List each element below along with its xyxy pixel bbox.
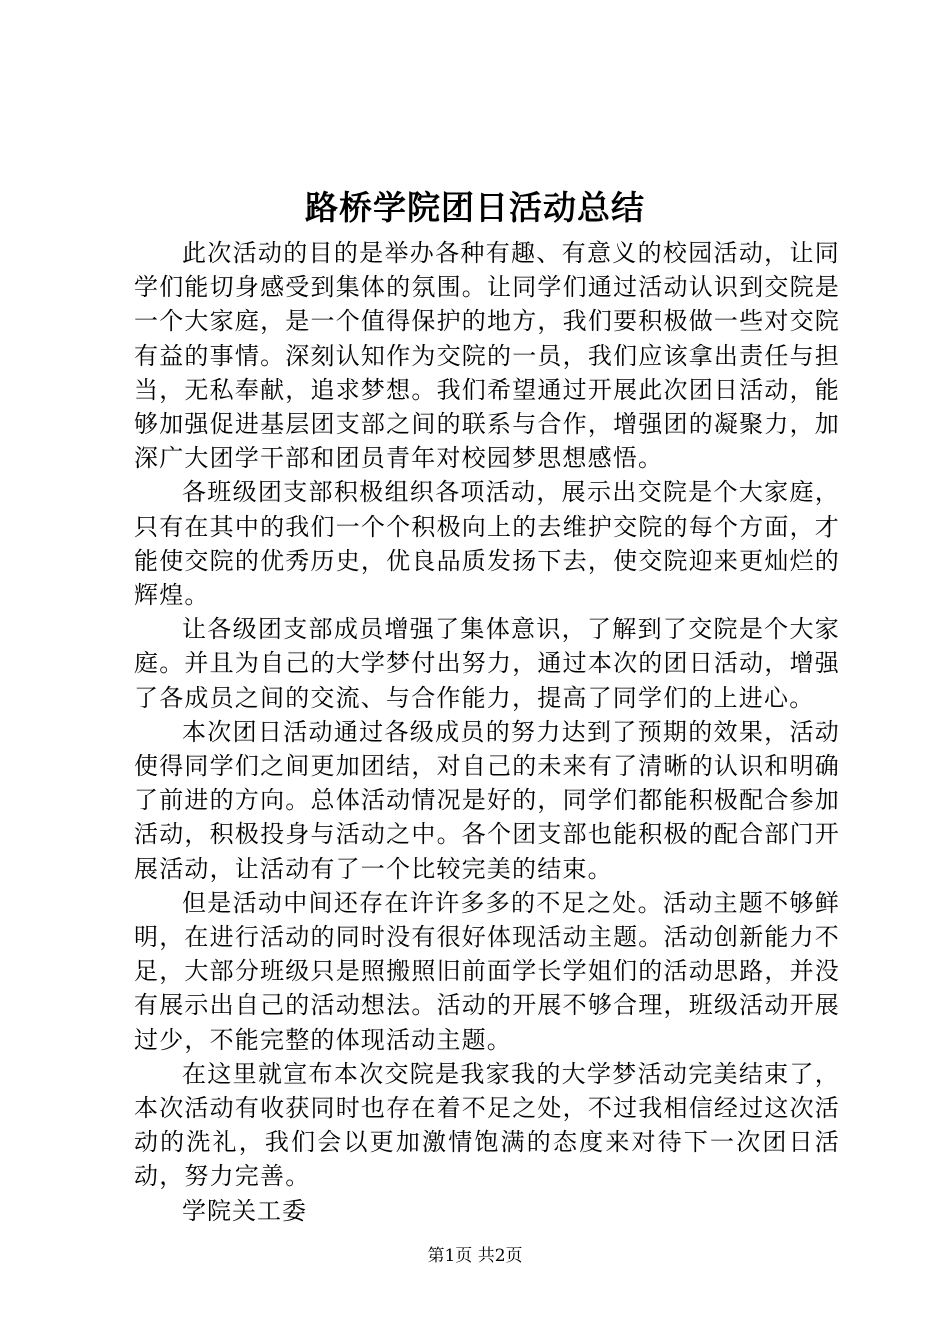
paragraph-5: 但是活动中间还存在许许多多的不足之处。活动主题不够鲜明，在进行活动的同时没有很好体现活动主题。活动创新能力不足，大部分班级只是照搬照旧前面学长学姐们的活动思路，并没有展示出自己的活动想法。活动的开展不够合理，班级活动开展过少，不能完整的体现活动主题。 bbox=[134, 888, 840, 1054]
paragraph-3: 让各级团支部成员增强了集体意识，了解到了交院是个大家庭。并且为自己的大学梦付出努力，通过本次的团日活动，增强了各成员之间的交流、与合作能力，提高了同学们的上进心。 bbox=[134, 615, 840, 712]
paragraph-6: 在这里就宣布本次交院是我家我的大学梦活动完美结束了，本次活动有收获同时也存在着不足之处，不过我相信经过这次活动的洗礼，我们会以更加激情饱满的态度来对待下一次团日活动，努力完善。 bbox=[134, 1059, 840, 1191]
page-footer: 第1页 共2页 bbox=[427, 1246, 523, 1266]
paragraph-1: 此次活动的目的是举办各种有趣、有意义的校园活动，让同学们能切身感受到集体的氛围。让同学们通过活动认识到交院是一个大家庭，是一个值得保护的地方，我们要积极做一些对交院有益的事情。深刻认知作为交院的一员，我们应该拿出责任与担当，无私奉献，追求梦想。我们希望通过开展此次团日活动，能够加强促进基层团支部之间的联系与合作，增强团的凝聚力，加深广大团学干部和团员青年对校园梦思想感悟。 bbox=[134, 239, 840, 473]
document-body bbox=[134, 236, 840, 1228]
document-title: 路桥学院团日活动总结 bbox=[305, 188, 645, 227]
paragraph-2: 各班级团支部积极组织各项活动，展示出交院是个大家庭，只有在其中的我们一个个积极向上的去维护交院的每个方面，才能使交院的优秀历史，优良品质发扬下去，使交院迎来更灿烂的辉煌。 bbox=[134, 478, 840, 610]
paragraph-4: 本次团日活动通过各级成员的努力达到了预期的效果，活动使得同学们之间更加团结，对自己的未来有了清晰的认识和明确了前进的方向。总体活动情况是好的，同学们都能积极配合参加活动，积极投身与活动之中。各个团支部也能积极的配合部门开展活动，让活动有了一个比较完美的结束。 bbox=[134, 717, 840, 883]
signature: 学院关工委 bbox=[182, 1196, 307, 1225]
